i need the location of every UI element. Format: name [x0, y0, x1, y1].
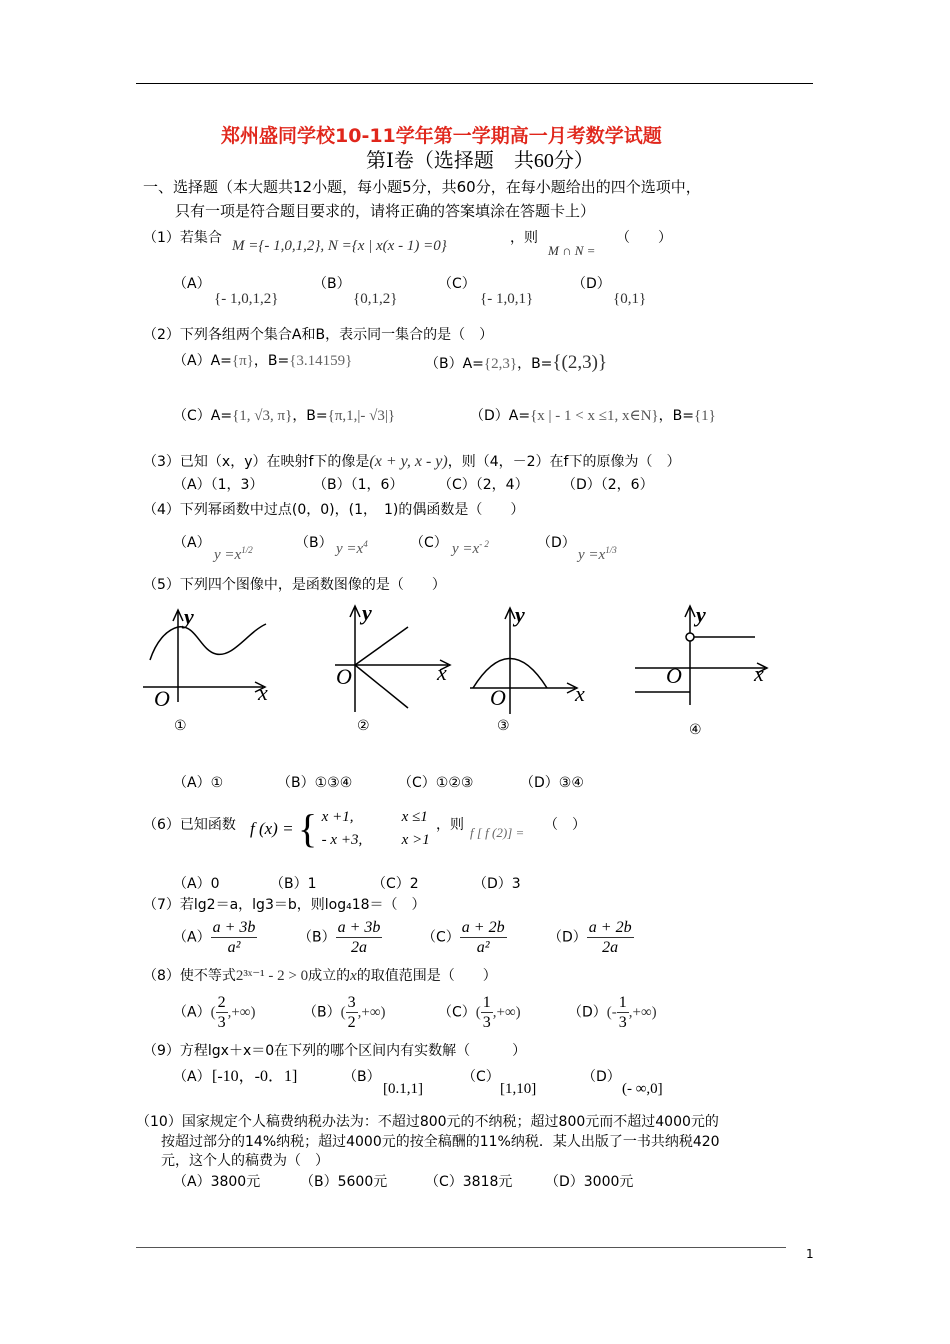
q8-a-den: 3 [217, 1014, 226, 1032]
q6-cond2: x >1 [401, 831, 430, 848]
q1-then: ，则 [510, 230, 538, 246]
q5-g3-origin: O [490, 685, 506, 710]
q1-option-b-label: （B） [313, 276, 351, 292]
q5-graph-1 [138, 602, 288, 717]
q8-b-den: 2 [347, 1014, 356, 1032]
q2-b-label: （B）A= [425, 356, 484, 372]
q7-a-den: a² [227, 939, 241, 957]
q7-option-a [173, 918, 257, 957]
q7-b-num: a + 3b [336, 918, 383, 938]
q8-var: x [350, 968, 357, 984]
q5-option-b: （B）①③④ [277, 775, 353, 791]
q5-g1-x-label: x [258, 680, 268, 705]
q8-a-frac [216, 993, 228, 1032]
q2-d-sep: ，B= [658, 408, 694, 424]
q5-graph-4-number: ④ [689, 722, 702, 738]
q8-a-pre: ( [210, 1004, 216, 1021]
q8-b-frac [346, 993, 358, 1032]
q2-a-setb: {3.14159} [289, 353, 353, 369]
q1-stem: （1）若集合 [143, 230, 222, 246]
q8-c-num: 1 [481, 993, 493, 1013]
q7-a-label: （A） [173, 929, 211, 946]
q7-stem: （7）若lg2＝a，lg3＝b，则log₄18＝（ ） [143, 897, 426, 913]
q1-sets: M ={- 1,0,1,2}, N ={x | x(x - 1) =0} [232, 238, 447, 254]
q8-c-den: 3 [482, 1014, 491, 1032]
section-intro-line1: 一、选择题（本大题共12小题，每小题5分，共60分，在每小题给出的四个选项中， [143, 178, 701, 196]
q8-stem-c: 的取值范围是（ ） [356, 968, 497, 984]
q6-option-c: （C）2 [372, 876, 419, 892]
q4-option-d-expr [578, 545, 617, 564]
q2-stem: （2）下列各组两个集合A和B，表示同一集合的是（ ） [143, 327, 494, 343]
q1-paren: （ ） [616, 230, 672, 246]
q5-g2-x-label: x [437, 660, 447, 685]
q8-option-d [568, 993, 657, 1032]
q7-c-frac [460, 918, 507, 957]
q8-stem-b: 成立的 [308, 968, 351, 984]
q7-a-frac [211, 918, 258, 957]
q4-b-exp: 4 [363, 539, 368, 549]
q7-d-den: 2a [602, 939, 619, 957]
q9-stem: （9）方程lgx＋x＝0在下列的哪个区间内有实数解（ ） [143, 1043, 527, 1059]
q7-c-label: （C） [422, 929, 460, 946]
q7-d-frac [587, 918, 634, 957]
q5-option-c: （C）①②③ [398, 775, 474, 791]
q4-option-b-expr [336, 539, 368, 558]
q5-g3-y-label: y [515, 602, 525, 627]
header-rule [136, 83, 813, 84]
q2-d-label: （D）A= [470, 408, 531, 424]
q5-g2-origin: O [336, 664, 352, 689]
q2-a-seta: {π} [231, 353, 254, 369]
q5-option-a: （A）① [173, 775, 224, 791]
q8-a-num: 2 [216, 993, 228, 1013]
q4-c-base: y =x [452, 541, 480, 557]
q8-d-pre: (- [606, 1004, 617, 1021]
q6-then: ，则 [436, 817, 464, 833]
q8-option-c [438, 993, 521, 1032]
q2-c-seta: {1, √3, π} [232, 408, 293, 424]
q3-stem-a: （3）已知（x，y）在映射f下的像是 [143, 454, 370, 470]
q7-c-num: a + 2b [460, 918, 507, 938]
q5-g4-y-label: y [696, 602, 706, 627]
q9-option-a-label: （A） [173, 1069, 211, 1085]
q8-d-den: 3 [618, 1014, 627, 1032]
q7-option-d [548, 918, 634, 957]
q4-a-exp: 1/2 [241, 545, 253, 555]
q8-a-label: （A） [173, 1004, 211, 1021]
q2-b-seta: {2,3} [483, 356, 518, 372]
q8-b-label: （B） [303, 1004, 341, 1021]
q9-option-d-value: (- ∞,0] [622, 1081, 663, 1097]
q2-option-d [470, 407, 716, 425]
q3-option-c: （C）（2，4） [438, 477, 529, 493]
q7-option-b [298, 918, 382, 957]
q8-option-a [173, 993, 255, 1032]
page-number: 1 [806, 1247, 814, 1261]
q2-c-setb: {π,1,|- √3|} [327, 408, 396, 424]
q9-option-d-label: （D） [582, 1069, 621, 1085]
q6-stem: （6）已知函数 [143, 817, 236, 833]
q4-option-a-expr [214, 545, 253, 564]
q4-option-c-label: （C） [410, 535, 448, 551]
q7-d-num: a + 2b [587, 918, 634, 938]
q9-option-b-label: （B） [343, 1069, 381, 1085]
q3-stem [143, 452, 680, 471]
q5-option-d: （D）③④ [520, 775, 584, 791]
q9-option-b-value: [0.1,1] [383, 1081, 423, 1097]
q1-option-b-value: {0,1,2} [353, 291, 398, 307]
q2-option-a [173, 352, 352, 370]
q6-brace: { [298, 805, 318, 851]
q7-b-den: 2a [351, 939, 367, 957]
q5-g4-x-label: x [754, 661, 764, 686]
q5-g2-y-label: y [362, 600, 372, 625]
q1-option-c-label: （C） [438, 276, 476, 292]
section-subtitle: 第Ⅰ卷（选择题 共60分） [366, 150, 594, 172]
q8-option-b [303, 993, 386, 1032]
q2-c-label: （C）A= [173, 408, 233, 424]
q8-b-pre: ( [340, 1004, 346, 1021]
q5-graph-4 [630, 600, 790, 710]
q8-c-label: （C） [438, 1004, 476, 1021]
q4-option-d-label: （D） [537, 535, 576, 551]
q3-option-b: （B）（1，6） [313, 477, 404, 493]
q1-option-d-value: {0,1} [613, 291, 647, 307]
q7-option-c [422, 918, 507, 957]
q10-line2: 按超过部分的14%纳税；超过4000元的按全稿酬的11%纳税．某人出版了一书共纳税420 [161, 1134, 720, 1150]
q6-expr: f [ f (2)] = [470, 825, 525, 840]
q5-graph-2-number: ② [357, 718, 370, 734]
q8-b-post: ,+∞) [357, 1004, 386, 1021]
q8-d-post: ,+∞) [628, 1004, 657, 1021]
q1-option-a-value: {- 1,0,1,2} [214, 291, 279, 307]
q1-option-d-label: （D） [572, 276, 611, 292]
q5-g4-origin: O [666, 663, 682, 688]
q8-c-post: ,+∞) [492, 1004, 521, 1021]
q8-stem [143, 967, 497, 985]
q7-b-frac [336, 918, 383, 957]
q4-option-c-expr [452, 539, 489, 558]
q10-option-a: （A）3800元 [173, 1174, 261, 1190]
q6-cond1: x ≤1 [401, 809, 428, 825]
q1-option-a-label: （A） [173, 276, 211, 292]
q5-g3-x-label: x [575, 681, 585, 706]
exam-title: 郑州盛同学校10-11学年第一学期高一月考数学试题 [221, 125, 662, 147]
q9-option-c-label: （C） [462, 1069, 500, 1085]
q8-a-post: ,+∞) [227, 1004, 256, 1021]
q10-line1: （10）国家规定个人稿费纳税办法为：不超过800元的不纳税；超过800元而不超过4000元的 [136, 1114, 719, 1130]
q2-b-setb: {(2,3)} [552, 352, 608, 373]
q4-b-base: y =x [336, 541, 364, 557]
q10-option-b: （B）5600元 [300, 1174, 388, 1190]
q5-graph-2 [330, 600, 470, 715]
footer-rule [136, 1247, 786, 1248]
q6-function [250, 806, 430, 851]
q9-option-c-value: [1,10] [500, 1081, 537, 1097]
q8-b-num: 3 [346, 993, 358, 1013]
q1-expr: M ∩ N = [548, 243, 596, 258]
q4-a-base: y =x [214, 547, 242, 563]
q2-c-sep: ，B= [292, 408, 328, 424]
q6-case2: - x +3, [321, 831, 363, 848]
q10-line3: 元，这个人的稿费为（ ） [161, 1153, 329, 1169]
q5-graph-1-number: ① [174, 718, 187, 734]
q4-option-b-label: （B） [295, 535, 333, 551]
q6-cases [322, 806, 430, 851]
q2-b-sep: ，B= [517, 356, 553, 372]
q4-option-a-label: （A） [173, 535, 211, 551]
q5-g1-y-label: y [184, 604, 194, 629]
q3-option-a: （A）（1，3） [173, 477, 264, 493]
q9-option-a-value: [-10，-0．1] [212, 1068, 298, 1085]
q8-stem-a: （8）使不等式 [143, 968, 236, 984]
q6-option-a: （A）0 [173, 876, 220, 892]
q8-d-num: 1 [617, 993, 629, 1013]
q4-d-base: y =x [578, 547, 606, 563]
q3-option-d: （D）（2，6） [562, 477, 654, 493]
q1-option-c-value: {- 1,0,1} [480, 291, 534, 307]
q6-fx: f (x) = [250, 818, 294, 838]
q8-c-frac [481, 993, 493, 1032]
q6-paren: （ ） [544, 817, 586, 833]
q7-a-num: a + 3b [211, 918, 258, 938]
q2-d-seta: {x | - 1 < x ≤1, x∈N} [530, 408, 659, 424]
q6-option-b: （B）1 [270, 876, 317, 892]
q2-a-sep: ，B= [253, 353, 290, 369]
q7-b-label: （B） [298, 929, 336, 946]
q3-stem-b: ，则（4，－2）在f下的原像为（ ） [447, 454, 681, 470]
q4-d-exp: 1/3 [605, 545, 617, 555]
q10-option-d: （D）3000元 [545, 1174, 634, 1190]
q3-expr: (x + y, x - y) [369, 453, 448, 470]
q8-ineq: 2³ˣ⁻¹ - 2 > 0 [235, 968, 309, 984]
q7-d-label: （D） [548, 929, 587, 946]
q8-d-frac [617, 993, 629, 1032]
q4-c-exp: - 2 [479, 539, 489, 549]
q8-d-label: （D） [568, 1004, 607, 1021]
q6-case1: x +1, [321, 809, 354, 825]
q10-option-c: （C）3818元 [425, 1174, 513, 1190]
q6-option-d: （D）3 [473, 876, 521, 892]
q5-graph-3 [465, 602, 605, 717]
q5-g1-origin: O [154, 686, 170, 711]
q7-c-den: a² [476, 939, 490, 957]
q5-stem: （5）下列四个图像中，是函数图像的是（ ） [143, 577, 446, 593]
q2-d-setb: {1} [693, 408, 716, 424]
q2-option-c [173, 407, 395, 425]
q8-c-pre: ( [475, 1004, 481, 1021]
section-intro-line2: 只有一项是符合题目要求的，请将正确的答案填涂在答题卡上） [175, 202, 596, 220]
q4-stem: （4）下列幂函数中过点(0，0)，(1， 1)的偶函数是（ ） [143, 502, 525, 518]
q5-graph-3-number: ③ [497, 718, 510, 734]
q2-option-b [425, 352, 607, 375]
q2-a-label: （A）A= [173, 353, 232, 369]
